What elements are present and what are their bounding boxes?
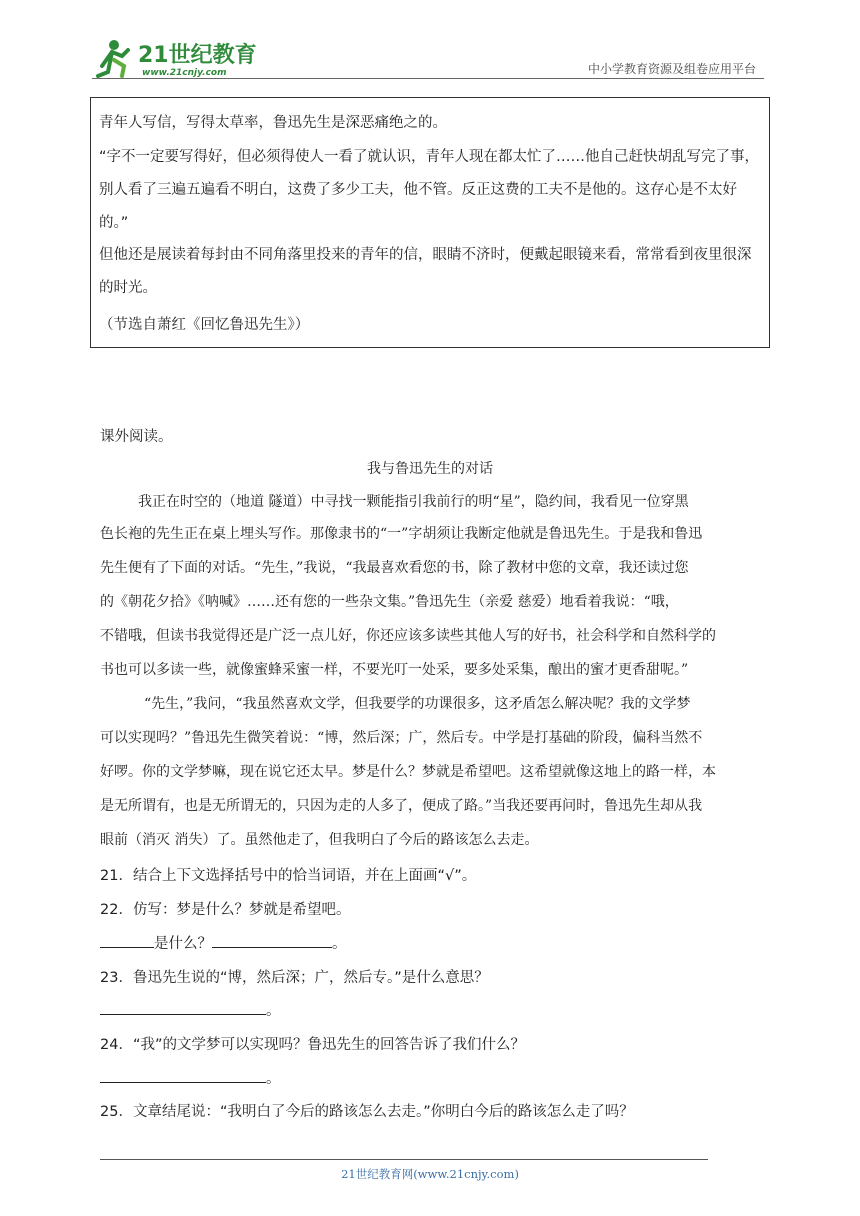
- excerpt-paragraph-3: 但他还是展读着每封由不同角落里投来的青年的信，眼睛不济时，便戴起眼镜来看，常常看到夜里很深的时光。: [99, 247, 752, 296]
- footer-divider: [100, 1159, 708, 1160]
- article-line: 好啰。你的文学梦嘛，现在说它还太早。梦是什么？梦就是希望吧。这希望就像这地上的路一样，本: [100, 764, 716, 780]
- question-24: 24．“我”的文学梦可以实现吗？鲁迅先生的回答告诉了我们什么？: [100, 1037, 525, 1053]
- question-22-answer: 是什么？ 。: [100, 932, 347, 953]
- article-line: 色长袍的先生正在桌上埋头写作。那像隶书的“一”字胡须让我断定他就是鲁迅先生。于是我和鲁迅: [100, 526, 703, 542]
- runner-logo-icon: [94, 36, 269, 80]
- question-22: 22．仿写：梦是什么？梦就是希望吧。: [100, 902, 351, 918]
- section-label: 课外阅读。: [100, 429, 173, 445]
- excerpt-paragraph-1: 青年人写信，写得太草率，鲁迅先生是深恶痛绝之的。: [99, 115, 447, 131]
- article-title: 我与鲁迅先生的对话: [367, 461, 493, 477]
- question-23: 23．鲁迅先生说的“博，然后深；广，然后专。”是什么意思？: [100, 970, 489, 986]
- header-divider: [92, 78, 764, 79]
- article-line: 眼前（消灭 消失）了。虽然他走了，但我明白了今后的路该怎么去走。: [100, 832, 539, 848]
- question-24-answer: 。: [100, 1067, 281, 1088]
- logo-url: www.21cnjy.com: [142, 68, 227, 78]
- article-line: 我正在时空的（地道 隧道）中寻找一颗能指引我前行的明“星”，隐约间，我看见一位穿黑: [138, 494, 689, 510]
- question-25: 25．文章结尾说：“我明白了今后的路该怎么去走。”你明白今后的路该怎么走了吗？: [100, 1104, 634, 1120]
- answer-blank[interactable]: [100, 1068, 266, 1083]
- site-logo: [94, 36, 269, 80]
- answer-blank[interactable]: [100, 1000, 266, 1015]
- answer-blank[interactable]: [212, 933, 332, 948]
- article-line: 的《朝花夕拾》《呐喊》……还有您的一些杂文集。”鲁迅先生（亲爱 慈爱）地看着我说：“哦，: [100, 594, 679, 610]
- footer-link[interactable]: 21世纪教育网(www.21cnjy.com): [341, 1167, 519, 1181]
- excerpt-box: [90, 97, 770, 348]
- excerpt-source: （节选自萧红《回忆鲁迅先生》）: [99, 317, 310, 333]
- logo-text: 21世纪教育: [138, 43, 257, 68]
- question-21: 21．结合上下文选择括号中的恰当词语，并在上面画“√”。: [100, 868, 477, 884]
- platform-name: 中小学教育资源及组卷应用平台: [587, 62, 756, 76]
- article-line: “先生，”我问，“我虽然喜欢文学，但我要学的功课很多，这矛盾怎么解决呢？我的文学梦: [144, 696, 691, 712]
- article-line: 先生便有了下面的对话。“先生，”我说，“我最喜欢看您的书，除了教材中您的文章，我还读过您: [100, 560, 689, 576]
- article-line: 可以实现吗？”鲁迅先生微笑着说：“博，然后深；广，然后专。中学是打基础的阶段，偏科当然不: [100, 730, 703, 746]
- excerpt-paragraph-2: “字不一定要写得好，但必须得使人一看了就认识，青年人现在都太忙了……他自己赶快胡乱写完了事，别人看了三遍五遍看不明白，这费了多少工夫，他不管。反正这费的工夫不是他的。这存心是不太好的。”: [99, 149, 760, 231]
- article-line: 书也可以多读一些，就像蜜蜂采蜜一样，不要光叮一处采，要多处采集，酿出的蜜才更香甜呢。”: [100, 662, 689, 678]
- answer-blank[interactable]: [100, 933, 154, 948]
- article-line: 是无所谓有，也是无所谓无的，只因为走的人多了，便成了路。”当我还要再问时，鲁迅先生却从我: [100, 798, 703, 814]
- question-23-answer: 。: [100, 999, 281, 1020]
- article-line: 不错哦，但读书我觉得还是广泛一点儿好，你还应该多读些其他人写的好书，社会科学和自然科学的: [100, 628, 716, 644]
